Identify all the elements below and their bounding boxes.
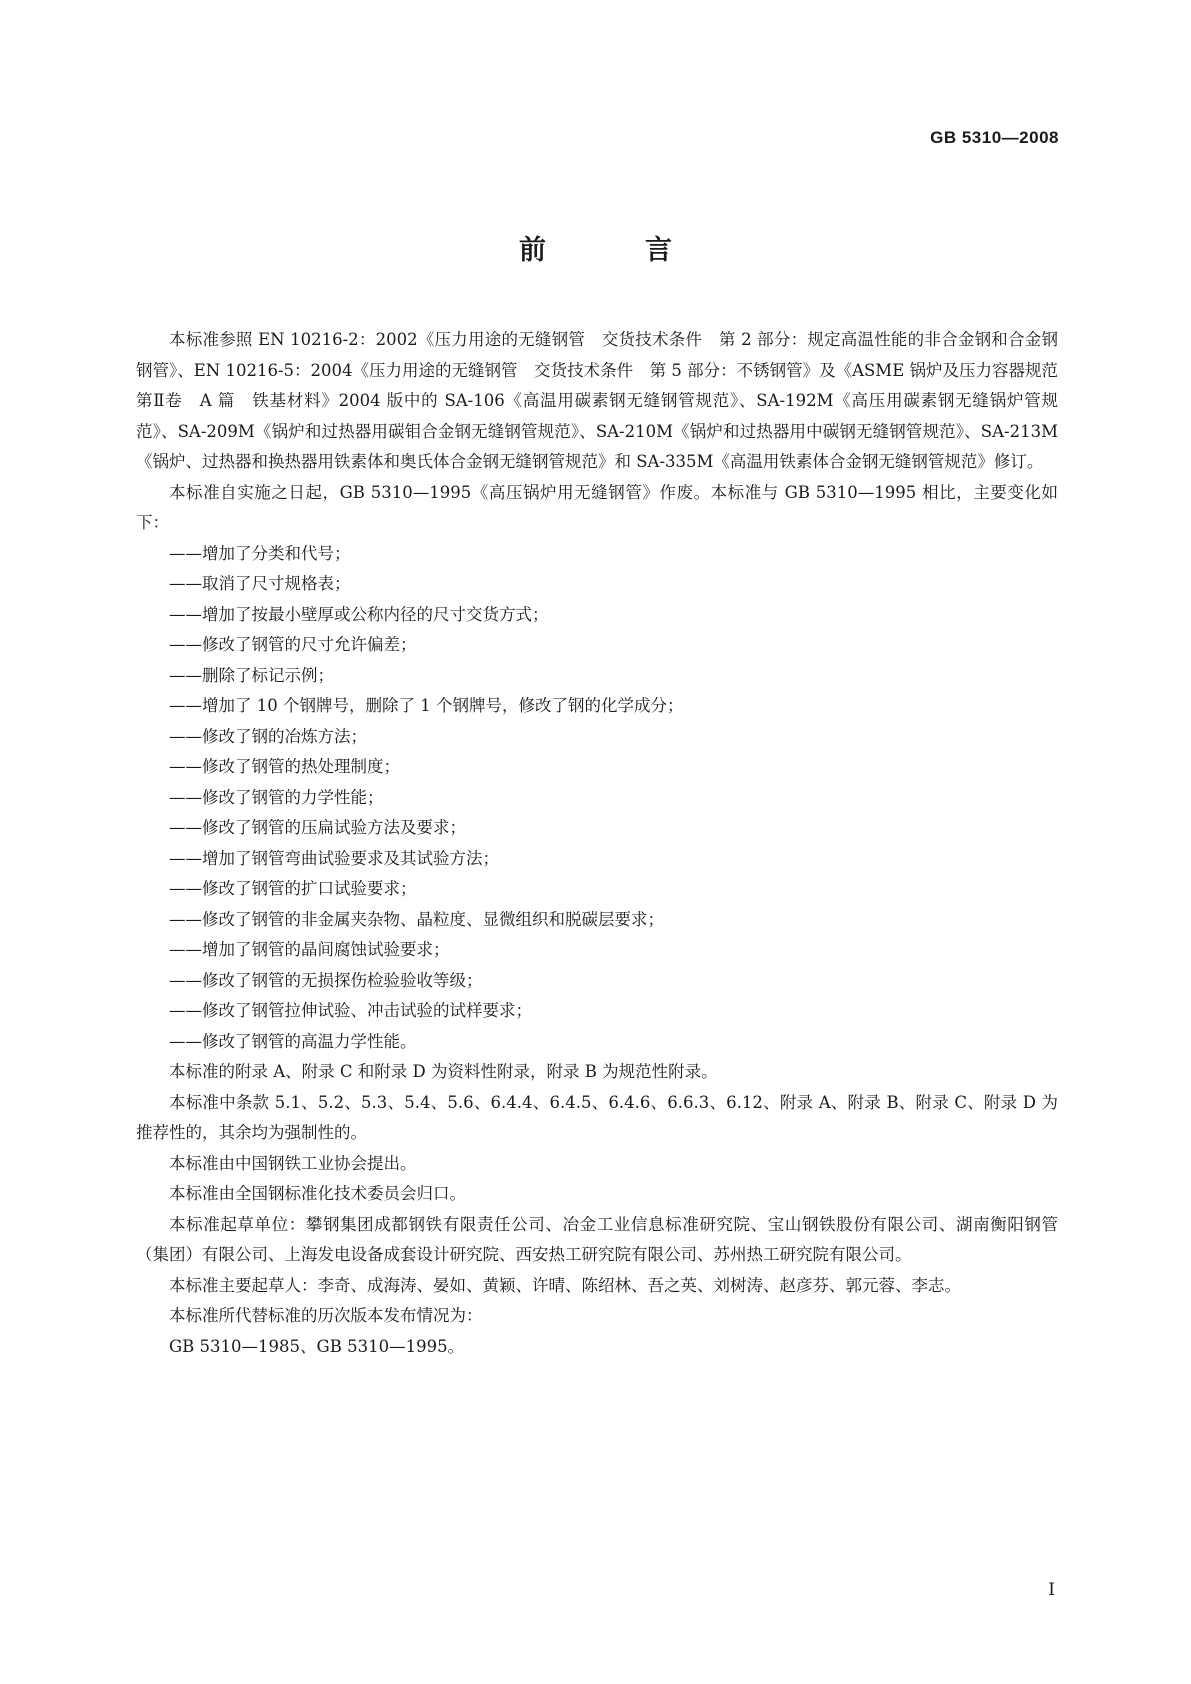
list-item: ——修改了钢管的压扁试验方法及要求；	[169, 818, 466, 837]
paragraph-appendices: 本标准的附录 A、附录 C 和附录 D 为资料性附录，附录 B 为规范性附录。	[169, 1062, 718, 1081]
paragraph-drafting-units: 本标准起草单位：攀钢集团成都钢铁有限责任公司、冶金工业信息标准研究院、宝山钢铁股份有限公司、湖南衡阳钢管（集团）有限公司、上海发电设备成套设计研究院、西安热工研究院有限公司、苏州热工研究院有限公司。	[136, 1214, 1058, 1264]
list-item: ——增加了钢管弯曲试验要求及其试验方法；	[169, 848, 499, 868]
list-item: ——取消了尺寸规格表；	[169, 574, 351, 593]
paragraph-reference-standards: 本标准参照 EN 10216-2：2002《压力用途的无缝钢管 交货技术条件 第 2 部分：规定高温性能的非合金钢和合金钢钢管》、EN 10216-5：2004《压力用途的无缝钢管 交货技术条件 第 5 部分：不锈钢管》及《ASME 锅炉及压力容器规范 第Ⅱ卷 A 篇 铁基材料》2004 版中的 SA-106《高温用碳素钢无缝钢管规范》、SA-192M《高压用碳素钢无缝锅炉管规范》、SA-209M《锅炉和过热器用碳钼合金钢无缝钢管规范》、SA-210M《锅炉和过热器用中碳钢无缝钢管规范》、SA-213M《锅炉、过热器和换热器用铁素体和奥氏体合金钢无缝钢管规范》和 SA-335M《高温用铁素体合金钢无缝钢管规范》修订。	[136, 330, 1075, 471]
list-item: ——增加了按最小壁厚或公称内径的尺寸交货方式；	[169, 604, 549, 624]
paragraph-proposed-by: 本标准由中国钢铁工业协会提出。	[169, 1153, 417, 1173]
list-item: ——增加了钢管的晶间腐蚀试验要求；	[169, 940, 450, 959]
paragraph-centralized-by: 本标准由全国钢标准化技术委员会归口。	[169, 1184, 466, 1203]
page-title: 前 言	[519, 235, 708, 266]
paragraph-main-drafters: 本标准主要起草人：李奇、成海涛、晏如、黄颖、许晴、陈绍林、吾之英、刘树涛、赵彦芬、郭元蓉、李志。	[169, 1275, 961, 1295]
standard-code-header: GB 5310—2008	[930, 128, 1059, 147]
paragraph-supersedes: 本标准自实施之日起，GB 5310—1995《高压锅炉用无缝钢管》作废。本标准与 GB 5310—1995 相比，主要变化如下：	[136, 482, 1058, 532]
list-item: ——修改了钢的冶炼方法；	[169, 726, 367, 746]
document-body	[136, 325, 1075, 1362]
list-item: ——增加了 10 个钢牌号，删除了 1 个钢牌号，修改了钢的化学成分；	[169, 696, 684, 715]
list-item: ——修改了钢管的无损探伤检验验收等级；	[169, 970, 483, 990]
list-item: ——修改了钢管的高温力学性能。	[169, 1031, 417, 1051]
list-item: ——修改了钢管的扩口试验要求；	[169, 879, 417, 898]
list-item: ——修改了钢管的尺寸允许偏差；	[169, 635, 417, 654]
list-item: ——修改了钢管的非金属夹杂物、晶粒度、显微组织和脱碳层要求；	[169, 909, 664, 929]
list-item: ——修改了钢管拉伸试验、冲击试验的试样要求；	[169, 1001, 532, 1020]
page-number: I	[1048, 1580, 1055, 1600]
list-item: ——修改了钢管的热处理制度；	[169, 757, 400, 776]
paragraph-recommended-clauses: 本标准中条款 5.1、5.2、5.3、5.4、5.6、6.4.4、6.4.5、6.4.6、6.6.3、6.12、附录 A、附录 B、附录 C、附录 D 为推荐性的，其余均为强制性的。	[136, 1092, 1058, 1142]
list-item: ——修改了钢管的力学性能；	[169, 787, 384, 807]
list-item: ——删除了标记示例；	[169, 665, 334, 685]
list-item: ——增加了分类和代号；	[169, 543, 351, 563]
paragraph-edition-list: GB 5310—1985、GB 5310—1995。	[169, 1336, 465, 1356]
paragraph-previous-editions: 本标准所代替标准的历次版本发布情况为：	[169, 1306, 483, 1325]
changes-list	[136, 539, 1058, 1058]
